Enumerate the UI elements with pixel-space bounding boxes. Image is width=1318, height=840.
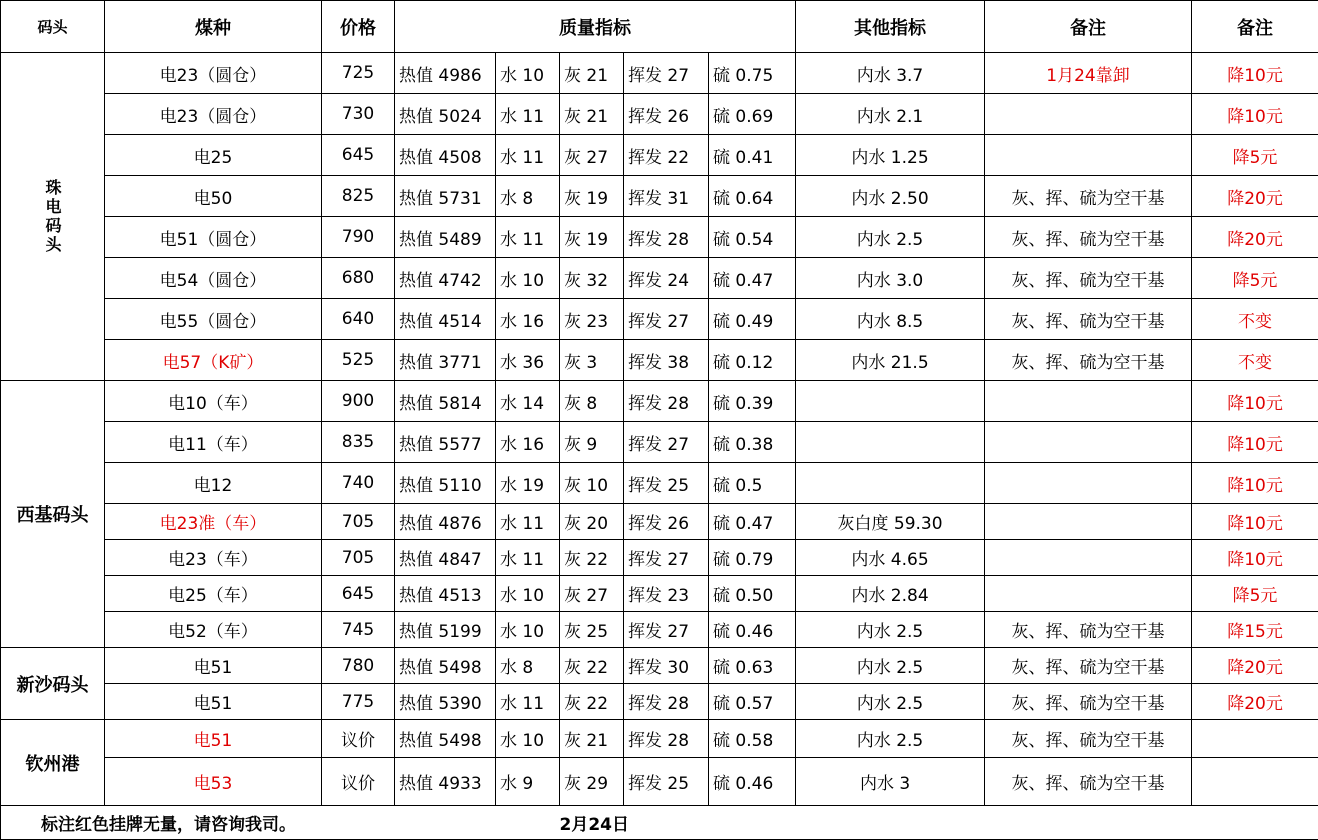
coal-type: 电23准（车） bbox=[105, 504, 322, 540]
calorific-value: 热值 5110 bbox=[395, 463, 496, 504]
coal-type: 电55（圆仓） bbox=[105, 299, 322, 340]
ash: 灰 27 bbox=[560, 576, 624, 612]
sulfur: 硫 0.39 bbox=[709, 381, 796, 422]
ash: 灰 21 bbox=[560, 720, 624, 758]
remark: 1月24靠卸 bbox=[985, 53, 1192, 94]
table-row bbox=[1, 381, 1318, 422]
coal-type: 电51 bbox=[105, 684, 322, 720]
volatile: 挥发 27 bbox=[624, 612, 709, 648]
price: 730 bbox=[322, 94, 395, 135]
port-zhudian bbox=[1, 53, 105, 381]
coal-type: 电12 bbox=[105, 463, 322, 504]
remark bbox=[985, 463, 1192, 504]
sulfur: 硫 0.46 bbox=[709, 612, 796, 648]
sulfur: 硫 0.41 bbox=[709, 135, 796, 176]
remark: 灰、挥、硫为空干基 bbox=[985, 217, 1192, 258]
volatile: 挥发 28 bbox=[624, 720, 709, 758]
price-change: 降20元 bbox=[1192, 217, 1318, 258]
water: 水 10 bbox=[496, 258, 560, 299]
other-index: 内水 3 bbox=[796, 758, 985, 806]
calorific-value: 热值 5024 bbox=[395, 94, 496, 135]
volatile: 挥发 27 bbox=[624, 299, 709, 340]
ash: 灰 23 bbox=[560, 299, 624, 340]
sulfur: 硫 0.49 bbox=[709, 299, 796, 340]
calorific-value: 热值 5390 bbox=[395, 684, 496, 720]
other-index: 内水 2.84 bbox=[796, 576, 985, 612]
remark: 灰、挥、硫为空干基 bbox=[985, 758, 1192, 806]
sulfur: 硫 0.57 bbox=[709, 684, 796, 720]
calorific-value: 热值 5731 bbox=[395, 176, 496, 217]
price-change: 降10元 bbox=[1192, 381, 1318, 422]
coal-type: 电54（圆仓） bbox=[105, 258, 322, 299]
table-row bbox=[1, 758, 1318, 806]
ash: 灰 22 bbox=[560, 648, 624, 684]
ash: 灰 3 bbox=[560, 340, 624, 381]
sulfur: 硫 0.38 bbox=[709, 422, 796, 463]
coal-type: 电25 bbox=[105, 135, 322, 176]
price: 640 bbox=[322, 299, 395, 340]
remark bbox=[985, 422, 1192, 463]
remark: 灰、挥、硫为空干基 bbox=[985, 684, 1192, 720]
water: 水 16 bbox=[496, 299, 560, 340]
price-change: 降20元 bbox=[1192, 648, 1318, 684]
price-change: 不变 bbox=[1192, 340, 1318, 381]
other-index: 内水 2.5 bbox=[796, 217, 985, 258]
water: 水 16 bbox=[496, 422, 560, 463]
price-change: 降10元 bbox=[1192, 94, 1318, 135]
header-coal-type: 煤种 bbox=[105, 1, 322, 53]
table-row bbox=[1, 648, 1318, 684]
coal-type: 电23（圆仓） bbox=[105, 94, 322, 135]
sulfur: 硫 0.50 bbox=[709, 576, 796, 612]
calorific-value: 热值 4508 bbox=[395, 135, 496, 176]
price-change bbox=[1192, 758, 1318, 806]
remark: 灰、挥、硫为空干基 bbox=[985, 720, 1192, 758]
sulfur: 硫 0.47 bbox=[709, 504, 796, 540]
water: 水 9 bbox=[496, 758, 560, 806]
other-index: 内水 3.7 bbox=[796, 53, 985, 94]
calorific-value: 热值 4933 bbox=[395, 758, 496, 806]
remark: 灰、挥、硫为空干基 bbox=[985, 176, 1192, 217]
volatile: 挥发 23 bbox=[624, 576, 709, 612]
sulfur: 硫 0.75 bbox=[709, 53, 796, 94]
calorific-value: 热值 4986 bbox=[395, 53, 496, 94]
footer-note: 标注红色挂牌无量，请咨询我司。 bbox=[1, 806, 560, 840]
water: 水 11 bbox=[496, 684, 560, 720]
water: 水 11 bbox=[496, 504, 560, 540]
ash: 灰 20 bbox=[560, 504, 624, 540]
sulfur: 硫 0.79 bbox=[709, 540, 796, 576]
calorific-value: 热值 4514 bbox=[395, 299, 496, 340]
volatile: 挥发 25 bbox=[624, 463, 709, 504]
price: 645 bbox=[322, 576, 395, 612]
price: 825 bbox=[322, 176, 395, 217]
price: 740 bbox=[322, 463, 395, 504]
coal-type: 电50 bbox=[105, 176, 322, 217]
price-change: 降5元 bbox=[1192, 258, 1318, 299]
remark: 灰、挥、硫为空干基 bbox=[985, 340, 1192, 381]
calorific-value: 热值 5577 bbox=[395, 422, 496, 463]
footer-date: 2月24日 bbox=[560, 806, 796, 840]
header-price: 价格 bbox=[322, 1, 395, 53]
table-row bbox=[1, 217, 1318, 258]
water: 水 11 bbox=[496, 135, 560, 176]
sulfur: 硫 0.63 bbox=[709, 648, 796, 684]
other-index: 内水 4.65 bbox=[796, 540, 985, 576]
header-other: 其他指标 bbox=[796, 1, 985, 53]
volatile: 挥发 26 bbox=[624, 504, 709, 540]
calorific-value: 热值 5498 bbox=[395, 648, 496, 684]
other-index: 灰白度 59.30 bbox=[796, 504, 985, 540]
coal-type: 电11（车） bbox=[105, 422, 322, 463]
price: 705 bbox=[322, 504, 395, 540]
price-change: 降10元 bbox=[1192, 422, 1318, 463]
calorific-value: 热值 5814 bbox=[395, 381, 496, 422]
volatile: 挥发 27 bbox=[624, 540, 709, 576]
ash: 灰 22 bbox=[560, 684, 624, 720]
price: 725 bbox=[322, 53, 395, 94]
ash: 灰 21 bbox=[560, 53, 624, 94]
ash: 灰 9 bbox=[560, 422, 624, 463]
port-qinzhou: 钦州港 bbox=[1, 720, 105, 806]
price: 705 bbox=[322, 540, 395, 576]
calorific-value: 热值 5498 bbox=[395, 720, 496, 758]
price: 775 bbox=[322, 684, 395, 720]
remark bbox=[985, 135, 1192, 176]
sulfur: 硫 0.5 bbox=[709, 463, 796, 504]
header-remark-change: 备注 bbox=[1192, 1, 1318, 53]
price: 745 bbox=[322, 612, 395, 648]
water: 水 10 bbox=[496, 612, 560, 648]
price: 645 bbox=[322, 135, 395, 176]
price-change: 降10元 bbox=[1192, 53, 1318, 94]
other-index: 内水 2.50 bbox=[796, 176, 985, 217]
price-change: 降10元 bbox=[1192, 540, 1318, 576]
coal-type: 电52（车） bbox=[105, 612, 322, 648]
table-row bbox=[1, 340, 1318, 381]
coal-type: 电57（K矿） bbox=[105, 340, 322, 381]
other-index: 内水 2.1 bbox=[796, 94, 985, 135]
ash: 灰 10 bbox=[560, 463, 624, 504]
sulfur: 硫 0.12 bbox=[709, 340, 796, 381]
calorific-value: 热值 5199 bbox=[395, 612, 496, 648]
remark bbox=[985, 540, 1192, 576]
header-remark: 备注 bbox=[985, 1, 1192, 53]
remark bbox=[985, 381, 1192, 422]
table-row bbox=[1, 504, 1318, 540]
port-xinsha: 新沙码头 bbox=[1, 648, 105, 720]
coal-type: 电10（车） bbox=[105, 381, 322, 422]
table-row bbox=[1, 299, 1318, 340]
other-index: 内水 8.5 bbox=[796, 299, 985, 340]
table-row bbox=[1, 94, 1318, 135]
port-zhudian-label: 珠 电 码 头 bbox=[46, 178, 60, 254]
table-row bbox=[1, 576, 1318, 612]
price: 835 bbox=[322, 422, 395, 463]
other-index: 内水 2.5 bbox=[796, 648, 985, 684]
calorific-value: 热值 3771 bbox=[395, 340, 496, 381]
header-row bbox=[1, 1, 1318, 53]
table-row bbox=[1, 684, 1318, 720]
price-change: 降15元 bbox=[1192, 612, 1318, 648]
volatile: 挥发 26 bbox=[624, 94, 709, 135]
header-quality: 质量指标 bbox=[395, 1, 796, 53]
remark: 灰、挥、硫为空干基 bbox=[985, 258, 1192, 299]
water: 水 36 bbox=[496, 340, 560, 381]
volatile: 挥发 28 bbox=[624, 684, 709, 720]
other-index: 内水 1.25 bbox=[796, 135, 985, 176]
other-index: 内水 2.5 bbox=[796, 684, 985, 720]
water: 水 11 bbox=[496, 217, 560, 258]
sulfur: 硫 0.54 bbox=[709, 217, 796, 258]
volatile: 挥发 24 bbox=[624, 258, 709, 299]
price: 525 bbox=[322, 340, 395, 381]
ash: 灰 32 bbox=[560, 258, 624, 299]
ash: 灰 19 bbox=[560, 176, 624, 217]
calorific-value: 热值 5489 bbox=[395, 217, 496, 258]
coal-type: 电23（圆仓） bbox=[105, 53, 322, 94]
coal-type: 电51 bbox=[105, 648, 322, 684]
ash: 灰 21 bbox=[560, 94, 624, 135]
remark: 灰、挥、硫为空干基 bbox=[985, 612, 1192, 648]
water: 水 10 bbox=[496, 720, 560, 758]
ash: 灰 27 bbox=[560, 135, 624, 176]
price-change: 降10元 bbox=[1192, 463, 1318, 504]
price-change bbox=[1192, 720, 1318, 758]
volatile: 挥发 28 bbox=[624, 217, 709, 258]
water: 水 19 bbox=[496, 463, 560, 504]
other-index bbox=[796, 463, 985, 504]
price-change: 不变 bbox=[1192, 299, 1318, 340]
coal-type: 电51（圆仓） bbox=[105, 217, 322, 258]
price: 议价 bbox=[322, 758, 395, 806]
table-row bbox=[1, 463, 1318, 504]
remark bbox=[985, 94, 1192, 135]
volatile: 挥发 22 bbox=[624, 135, 709, 176]
water: 水 11 bbox=[496, 94, 560, 135]
ash: 灰 29 bbox=[560, 758, 624, 806]
sulfur: 硫 0.47 bbox=[709, 258, 796, 299]
price-change: 降20元 bbox=[1192, 684, 1318, 720]
sulfur: 硫 0.69 bbox=[709, 94, 796, 135]
footer-empty bbox=[796, 806, 1318, 840]
table-row bbox=[1, 720, 1318, 758]
price: 780 bbox=[322, 648, 395, 684]
calorific-value: 热值 4513 bbox=[395, 576, 496, 612]
water: 水 11 bbox=[496, 540, 560, 576]
table-row bbox=[1, 135, 1318, 176]
table-row bbox=[1, 540, 1318, 576]
other-index: 内水 3.0 bbox=[796, 258, 985, 299]
port-xiji: 西基码头 bbox=[1, 381, 105, 648]
volatile: 挥发 38 bbox=[624, 340, 709, 381]
other-index bbox=[796, 381, 985, 422]
price-change: 降20元 bbox=[1192, 176, 1318, 217]
calorific-value: 热值 4876 bbox=[395, 504, 496, 540]
remark: 灰、挥、硫为空干基 bbox=[985, 648, 1192, 684]
volatile: 挥发 30 bbox=[624, 648, 709, 684]
sulfur: 硫 0.46 bbox=[709, 758, 796, 806]
footer-row bbox=[1, 806, 1318, 840]
table-row bbox=[1, 422, 1318, 463]
water: 水 10 bbox=[496, 53, 560, 94]
price: 议价 bbox=[322, 720, 395, 758]
water: 水 10 bbox=[496, 576, 560, 612]
calorific-value: 热值 4742 bbox=[395, 258, 496, 299]
header-wharf: 码头 bbox=[1, 1, 105, 53]
table-row bbox=[1, 258, 1318, 299]
sulfur: 硫 0.64 bbox=[709, 176, 796, 217]
remark bbox=[985, 576, 1192, 612]
water: 水 8 bbox=[496, 648, 560, 684]
other-index: 内水 2.5 bbox=[796, 612, 985, 648]
volatile: 挥发 28 bbox=[624, 381, 709, 422]
coal-type: 电23（车） bbox=[105, 540, 322, 576]
price: 680 bbox=[322, 258, 395, 299]
coal-type: 电53 bbox=[105, 758, 322, 806]
coal-type: 电51 bbox=[105, 720, 322, 758]
remark: 灰、挥、硫为空干基 bbox=[985, 299, 1192, 340]
volatile: 挥发 27 bbox=[624, 422, 709, 463]
price: 790 bbox=[322, 217, 395, 258]
price-change: 降10元 bbox=[1192, 504, 1318, 540]
other-index: 内水 2.5 bbox=[796, 720, 985, 758]
table-row bbox=[1, 53, 1318, 94]
water: 水 14 bbox=[496, 381, 560, 422]
remark bbox=[985, 504, 1192, 540]
ash: 灰 8 bbox=[560, 381, 624, 422]
water: 水 8 bbox=[496, 176, 560, 217]
price-change: 降5元 bbox=[1192, 135, 1318, 176]
ash: 灰 25 bbox=[560, 612, 624, 648]
price: 900 bbox=[322, 381, 395, 422]
other-index: 内水 21.5 bbox=[796, 340, 985, 381]
table-row bbox=[1, 176, 1318, 217]
other-index bbox=[796, 422, 985, 463]
ash: 灰 22 bbox=[560, 540, 624, 576]
volatile: 挥发 27 bbox=[624, 53, 709, 94]
ash: 灰 19 bbox=[560, 217, 624, 258]
calorific-value: 热值 4847 bbox=[395, 540, 496, 576]
sulfur: 硫 0.58 bbox=[709, 720, 796, 758]
volatile: 挥发 25 bbox=[624, 758, 709, 806]
coal-type: 电25（车） bbox=[105, 576, 322, 612]
table-row bbox=[1, 612, 1318, 648]
volatile: 挥发 31 bbox=[624, 176, 709, 217]
price-change: 降5元 bbox=[1192, 576, 1318, 612]
